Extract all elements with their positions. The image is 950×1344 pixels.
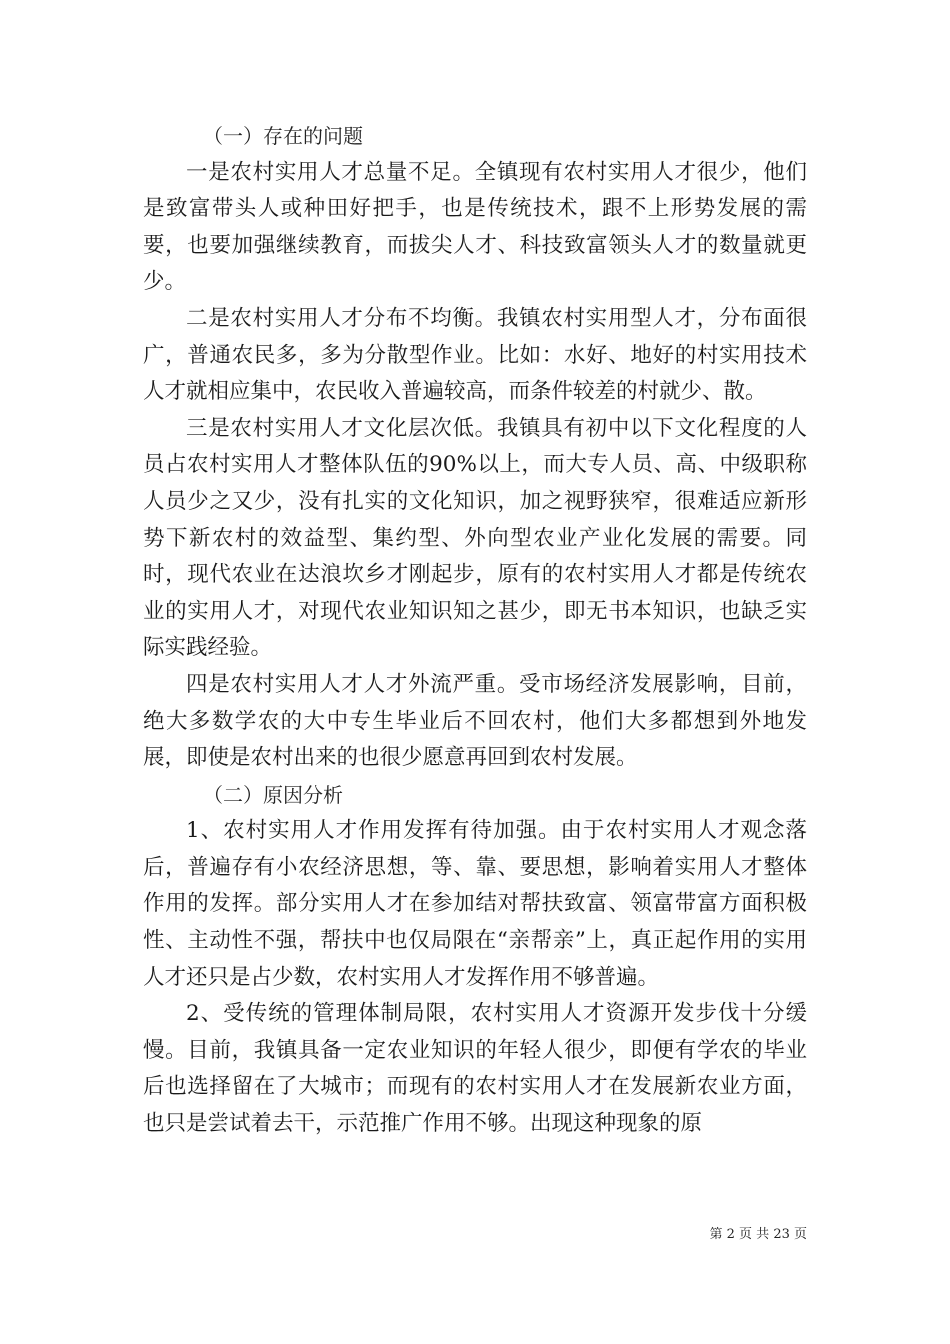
paragraph-problem-3: 三是农村实用人才文化层次低。我镇具有初中以下文化程度的人员占农村实用人才整体队伍的90%以上，而大专人员、高、中级职称人员少之又少，没有扎实的文化知识，加之视野狭窄，很难适应新形势下新农村的效益型、集约型、外向型农业产业化发展的需要。同时，现代农业在达浪坎乡才刚起步，原有的农村实用人才都是传统农业的实用人才，对现代农业知识知之甚少，即无书本知识，也缺乏实际实践经验。: [143, 415, 807, 661]
paragraph-cause-1: 1、农村实用人才作用发挥有待加强。由于农村实用人才观念落后，普遍存有小农经济思想，等、靠、要思想，影响着实用人才整体作用的发挥。部分实用人才在参加结对帮扶致富、领富带富方面积极性、主动性不强，帮扶中也仅局限在“亲帮亲”上，真正起作用的实用人才还只是占少数，农村实用人才发挥作用不够普遍。: [143, 818, 807, 990]
page-number-footer: 第 2 页 共 23 页: [709, 1227, 807, 1242]
paragraph-cause-2: 2、受传统的管理体制局限，农村实用人才资源开发步伐十分缓慢。目前，我镇具备一定农业知识的年轻人很少，即便有学农的毕业后也选择留在了大城市；而现有的农村实用人才在发展新农业方面，也只是尝试着去干，示范推广作用不够。出现这种现象的原: [143, 1001, 807, 1137]
paragraph-problem-4: 四是农村实用人才人才外流严重。受市场经济发展影响，目前，绝大多数学农的大中专生毕业后不回农村，他们大多都想到外地发展，即使是农村出来的也很少愿意再回到农村发展。: [143, 671, 807, 771]
document-body: [143, 118, 807, 1143]
paragraph-problem-1: 一是农村实用人才总量不足。全镇现有农村实用人才很少，他们是致富带头人或种田好把手，也是传统技术，跟不上形势发展的需要，也要加强继续教育，而拔尖人才、科技致富领头人才的数量就更少。: [143, 159, 807, 295]
section-heading-causes: （二）原因分析: [203, 782, 343, 807]
section-heading-problems: （一）存在的问题: [203, 124, 363, 148]
paragraph-problem-2: 二是农村实用人才分布不均衡。我镇农村实用型人才，分布面很广，普通农民多，多为分散型作业。比如：水好、地好的村实用技术人才就相应集中，农民收入普遍较高，而条件较差的村就少、散。: [143, 305, 807, 405]
